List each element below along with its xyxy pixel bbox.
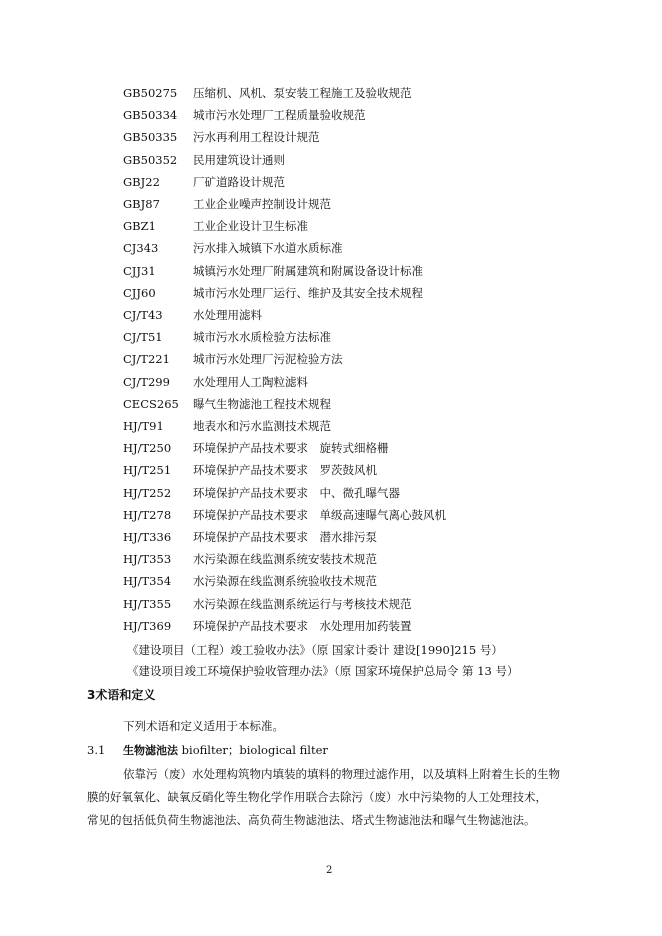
- standard-code: GB50334: [123, 108, 178, 123]
- standard-row: [0, 594, 662, 614]
- section-heading: 3术语和定义: [87, 688, 156, 702]
- document-reference-1: 《建设项目（工程）竣工验收办法》（原 国家计委计 建设[1990]215 号）: [127, 643, 503, 657]
- standard-code: HJ/T252: [123, 485, 172, 500]
- page-number: 2: [326, 865, 333, 876]
- standard-title: 城市污水处理厂工程质量验收规范: [193, 108, 366, 123]
- standard-code: CJ/T43: [123, 308, 163, 322]
- standard-title: 污水排入城镇下水道水质标准: [193, 241, 343, 256]
- standard-title: 城市污水水质检验方法标准: [193, 330, 331, 345]
- standard-code: GBZ1: [123, 219, 156, 234]
- standard-code: HJ/T250: [123, 441, 172, 456]
- standard-code: GBJ22: [123, 174, 160, 189]
- standard-row: [0, 327, 662, 347]
- standard-code: CJ/T221: [123, 352, 170, 367]
- standard-code: CJJ31: [123, 263, 156, 278]
- standard-code: CJ343: [123, 241, 159, 256]
- term-definition: [87, 763, 575, 832]
- standard-code: HJ/T355: [123, 596, 172, 611]
- standard-title: 水污染源在线监测系统验收技术规范: [193, 574, 377, 589]
- section-intro: 下列术语和定义适用于本标准。: [123, 719, 284, 733]
- standard-row: [0, 349, 662, 369]
- standard-code: HJ/T336: [123, 530, 172, 544]
- standard-title: 环境保护产品技术要求 潜水排污泵: [193, 530, 377, 544]
- standard-code: GB50275: [123, 86, 178, 100]
- standard-title: 环境保护产品技术要求 中、微孔曝气器: [193, 485, 400, 500]
- standard-row: [0, 194, 662, 214]
- standard-title: 城镇污水处理厂附属建筑和附属设备设计标准: [193, 263, 423, 278]
- standard-row: [0, 416, 662, 436]
- standard-title: 水污染源在线监测系统运行与考核技术规范: [193, 596, 412, 611]
- standard-code: HJ/T278: [123, 507, 172, 522]
- standard-title: 城市污水处理厂运行、维护及其安全技术规程: [193, 285, 423, 300]
- standard-row: [0, 150, 662, 170]
- standard-title: 环境保护产品技术要求 罗茨鼓风机: [193, 463, 377, 478]
- standard-row: [0, 505, 662, 525]
- term-english: biofilter；biological filter: [178, 743, 328, 757]
- standard-row: [0, 460, 662, 480]
- standard-row: [0, 616, 662, 636]
- standard-title: 厂矿道路设计规范: [193, 174, 285, 189]
- standard-row: [0, 261, 662, 281]
- standard-row: [0, 238, 662, 258]
- standard-title: 环境保护产品技术要求 水处理用加药装置: [193, 618, 412, 633]
- standard-row: [0, 527, 662, 547]
- standard-code: CJ/T299: [123, 374, 170, 389]
- document-reference-2: 《建设项目竣工环境保护验收管理办法》（原 国家环境保护总局令 第 13 号）: [127, 664, 519, 678]
- term-entry: [87, 740, 328, 761]
- standard-row: [0, 105, 662, 125]
- standard-code: CECS265: [123, 396, 179, 411]
- standard-code: HJ/T354: [123, 574, 172, 589]
- term-name: 生物滤池法: [123, 744, 178, 757]
- standard-title: 曝气生物滤池工程技术规程: [193, 396, 331, 411]
- standard-row: [0, 216, 662, 236]
- standard-row: [0, 283, 662, 303]
- standard-title: 水处理用滤料: [193, 308, 262, 322]
- standard-code: CJ/T51: [123, 330, 163, 345]
- standard-code: HJ/T369: [123, 618, 172, 633]
- definition-line: 膜的好氧氧化、缺氧反硝化等生物化学作用联合去除污（废）水中污染物的人工处理技术，: [87, 790, 547, 804]
- standard-row: [0, 394, 662, 414]
- standard-title: 压缩机、风机、泵安装工程施工及验收规范: [193, 86, 412, 100]
- definition-line: 常见的包括低负荷生物滤池法、高负荷生物滤池法、塔式生物滤池法和曝气生物滤池法。: [87, 813, 536, 827]
- standard-title: 污水再利用工程设计规范: [193, 130, 320, 145]
- standard-title: 城市污水处理厂污泥检验方法: [193, 352, 343, 367]
- standard-title: 工业企业噪声控制设计规范: [193, 197, 331, 211]
- standard-row: [0, 549, 662, 569]
- term-number: 3.1: [87, 743, 106, 757]
- standard-row: [0, 305, 662, 325]
- standard-row: [0, 571, 662, 591]
- standard-code: HJ/T251: [123, 463, 172, 478]
- standard-code: GBJ87: [123, 197, 160, 211]
- standard-row: [0, 372, 662, 392]
- standard-row: [0, 127, 662, 147]
- standard-title: 民用建筑设计通则: [193, 152, 285, 167]
- standard-code: GB50352: [123, 152, 178, 167]
- standard-code: CJJ60: [123, 285, 156, 300]
- standard-title: 水污染源在线监测系统安装技术规范: [193, 552, 377, 567]
- standard-title: 环境保护产品技术要求 单级高速曝气离心鼓风机: [193, 507, 446, 522]
- standard-title: 地表水和污水监测技术规范: [193, 419, 331, 433]
- standard-code: HJ/T353: [123, 552, 172, 567]
- standard-row: [0, 172, 662, 192]
- standard-title: 环境保护产品技术要求 旋转式细格栅: [193, 441, 389, 456]
- standard-row: [0, 483, 662, 503]
- standard-code: GB50335: [123, 130, 178, 145]
- standard-row: [0, 438, 662, 458]
- standard-title: 工业企业设计卫生标准: [193, 219, 308, 234]
- definition-line: 依靠污（废）水处理构筑物内填装的填料的物理过滤作用，以及填料上附着生长的生物: [123, 767, 560, 781]
- standard-code: HJ/T91: [123, 419, 164, 433]
- standard-title: 水处理用人工陶粒滤料: [193, 374, 308, 389]
- standard-row: [0, 83, 662, 103]
